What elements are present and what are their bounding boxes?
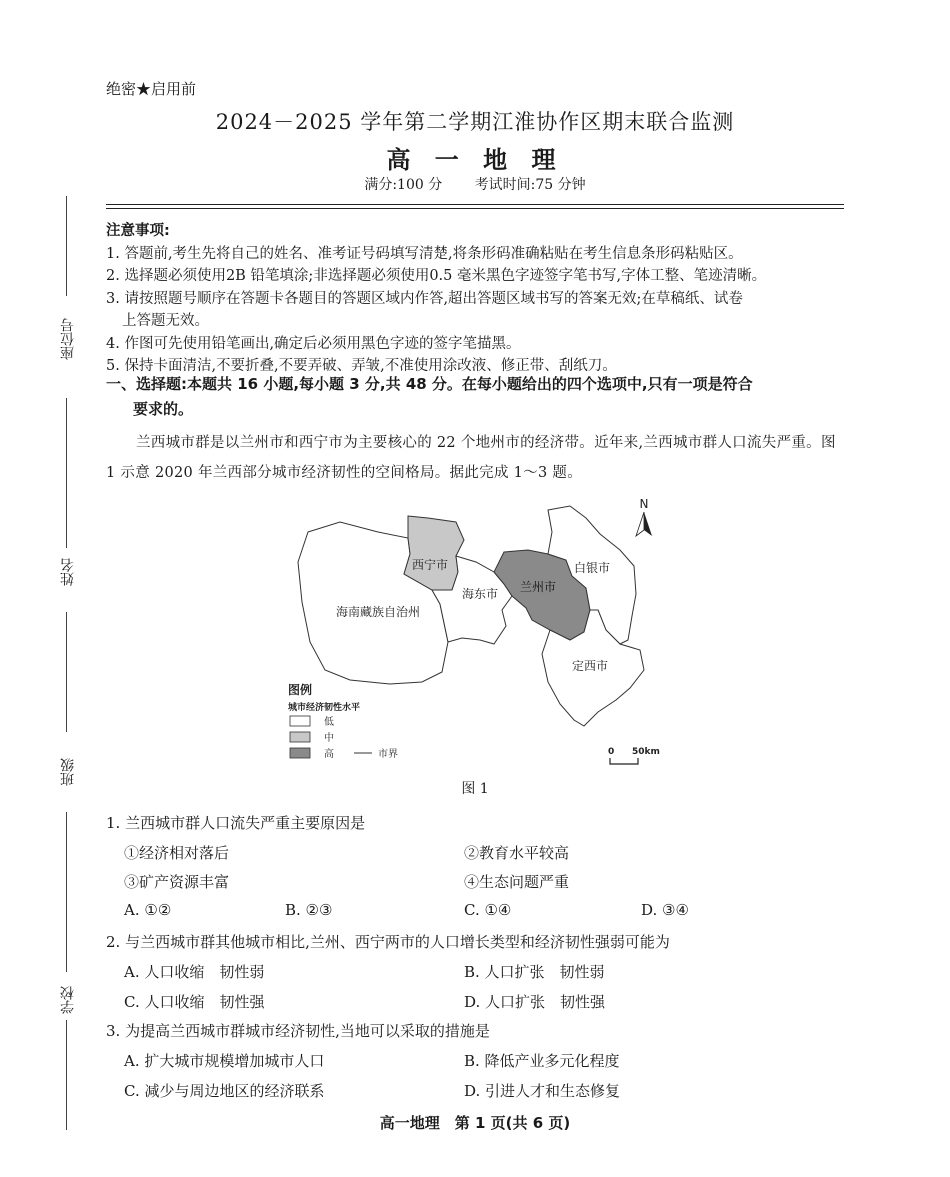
statement-item: ②教育水平较高 bbox=[464, 844, 570, 862]
note-item: 5. 保持卡面清洁,不要折叠,不要弄破、弄皱,不准使用涂改液、修正带、刮纸刀。 bbox=[106, 358, 617, 374]
answer-option: C. ①④ bbox=[464, 901, 512, 919]
full-score: 满分:100 分 bbox=[364, 177, 443, 193]
answer-option: D. 人口扩张 韧性强 bbox=[464, 993, 606, 1011]
label-dingxi: 定西市 bbox=[571, 659, 609, 673]
statement-item: ④生态问题严重 bbox=[464, 873, 570, 891]
reading-passage: 兰西城市群是以兰州市和西宁市为主要核心的 22 个地州市的经济带。近年来,兰西城市群人口流失严重。图 1 示意 2020 年兰西部分城市经济韧性的空间格局。据此完成 1～3 题。 bbox=[106, 435, 836, 481]
side-line bbox=[66, 196, 67, 296]
svg-text:50km: 50km bbox=[632, 747, 660, 757]
legend-mid: 中 bbox=[324, 733, 334, 744]
answer-option: B. 降低产业多元化程度 bbox=[464, 1052, 620, 1070]
question-stem: 1. 兰西城市群人口流失严重主要原因是 bbox=[106, 814, 366, 832]
north-arrow-icon bbox=[636, 497, 652, 536]
notes-heading: 注意事项: bbox=[106, 223, 170, 239]
side-line bbox=[66, 612, 67, 732]
statement-item: ③矿产资源丰富 bbox=[124, 873, 230, 891]
exam-meta bbox=[0, 174, 950, 194]
school-field-label: 学校 bbox=[60, 986, 76, 1014]
legend-title: 图例 bbox=[288, 683, 313, 697]
answer-option: B. ②③ bbox=[285, 901, 333, 919]
header-rule bbox=[106, 204, 844, 205]
scale-bar bbox=[608, 747, 660, 764]
notes-block bbox=[106, 220, 846, 378]
note-item: 上答题无效。 bbox=[122, 313, 209, 329]
exam-title: 2024－2025 学年第二学期江淮协作区期末联合监测 bbox=[215, 110, 735, 134]
answer-option: A. 人口收缩 韧性弱 bbox=[124, 963, 265, 981]
label-baiyin: 白银市 bbox=[573, 561, 611, 575]
legend-high: 高 bbox=[324, 749, 334, 760]
confidential-mark: 绝密★启用前 bbox=[106, 80, 197, 98]
svg-text:0: 0 bbox=[608, 747, 615, 757]
legend-swatch-mid bbox=[290, 732, 310, 742]
side-line bbox=[66, 812, 67, 972]
region-xining bbox=[404, 516, 464, 590]
seat-field-label: 座位号 bbox=[60, 318, 76, 360]
header-rule bbox=[106, 208, 844, 209]
label-xining: 西宁市 bbox=[411, 558, 449, 572]
side-line bbox=[66, 398, 67, 548]
legend-swatch-high bbox=[290, 748, 310, 758]
legend-low: 低 bbox=[324, 717, 334, 728]
section-heading bbox=[106, 372, 846, 422]
resilience-map bbox=[280, 492, 680, 772]
answer-option: A. ①② bbox=[124, 901, 172, 919]
answer-option: D. 引进人才和生态修复 bbox=[464, 1082, 621, 1100]
answer-option: C. 减少与周边地区的经济联系 bbox=[124, 1082, 325, 1100]
answer-option: C. 人口收缩 韧性强 bbox=[124, 993, 265, 1011]
legend-subtitle: 城市经济韧性水平 bbox=[288, 703, 361, 713]
map-legend bbox=[288, 682, 398, 760]
question-stem: 3. 为提高兰西城市群城市经济韧性,当地可以采取的措施是 bbox=[106, 1022, 490, 1040]
name-field-label: 姓名 bbox=[60, 558, 76, 586]
answer-option: B. 人口扩张 韧性弱 bbox=[464, 963, 605, 981]
subject-title: 高 一 地 理 bbox=[386, 145, 564, 174]
note-item: 3. 请按照题号顺序在答题卡各题目的答题区域内作答,超出答题区域书写的答案无效;在草稿纸、试卷 bbox=[106, 290, 743, 307]
note-item: 1. 答题前,考生先将自己的姓名、准考证号码填写清楚,将条形码准确粘贴在考生信息条形码粘贴区。 bbox=[106, 245, 743, 262]
note-item: 2. 选择题必须使用2B 铅笔填涂;非选择题必须使用0.5 毫米黑色字迹签字笔书写,字体工整、笔迹清晰。 bbox=[106, 268, 767, 284]
exam-time: 考试时间:75 分钟 bbox=[474, 177, 586, 193]
note-item: 4. 作图可先使用铅笔画出,确定后必须用黑色字迹的签字笔描黑。 bbox=[106, 335, 521, 352]
label-hainan: 海南藏族自治州 bbox=[335, 605, 421, 619]
statement-item: ①经济相对落后 bbox=[124, 844, 230, 862]
class-field-label: 班级 bbox=[60, 758, 76, 786]
answer-option: A. 扩大城市规模增加城市人口 bbox=[124, 1052, 325, 1070]
label-lanzhou: 兰州市 bbox=[519, 580, 557, 594]
label-haidong: 海东市 bbox=[461, 587, 499, 601]
legend-swatch-low bbox=[290, 716, 310, 726]
section-heading-line: 一、选择题:本题共 16 小题,每小题 3 分,共 48 分。在每小题给出的四个选项中,只有一项是符合 bbox=[106, 375, 753, 393]
question-stem: 2. 与兰西城市群其他城市相比,兰州、西宁两市的人口增长类型和经济韧性强弱可能为 bbox=[106, 933, 670, 951]
section-heading-line: 要求的。 bbox=[133, 400, 194, 418]
answer-option: D. ③④ bbox=[641, 901, 689, 919]
legend-boundary: 市界 bbox=[378, 749, 398, 760]
page-footer: 高一地理 第 1 页(共 6 页) bbox=[379, 1114, 571, 1132]
svg-text:N: N bbox=[639, 497, 649, 511]
figure-caption: 图 1 bbox=[461, 781, 489, 797]
